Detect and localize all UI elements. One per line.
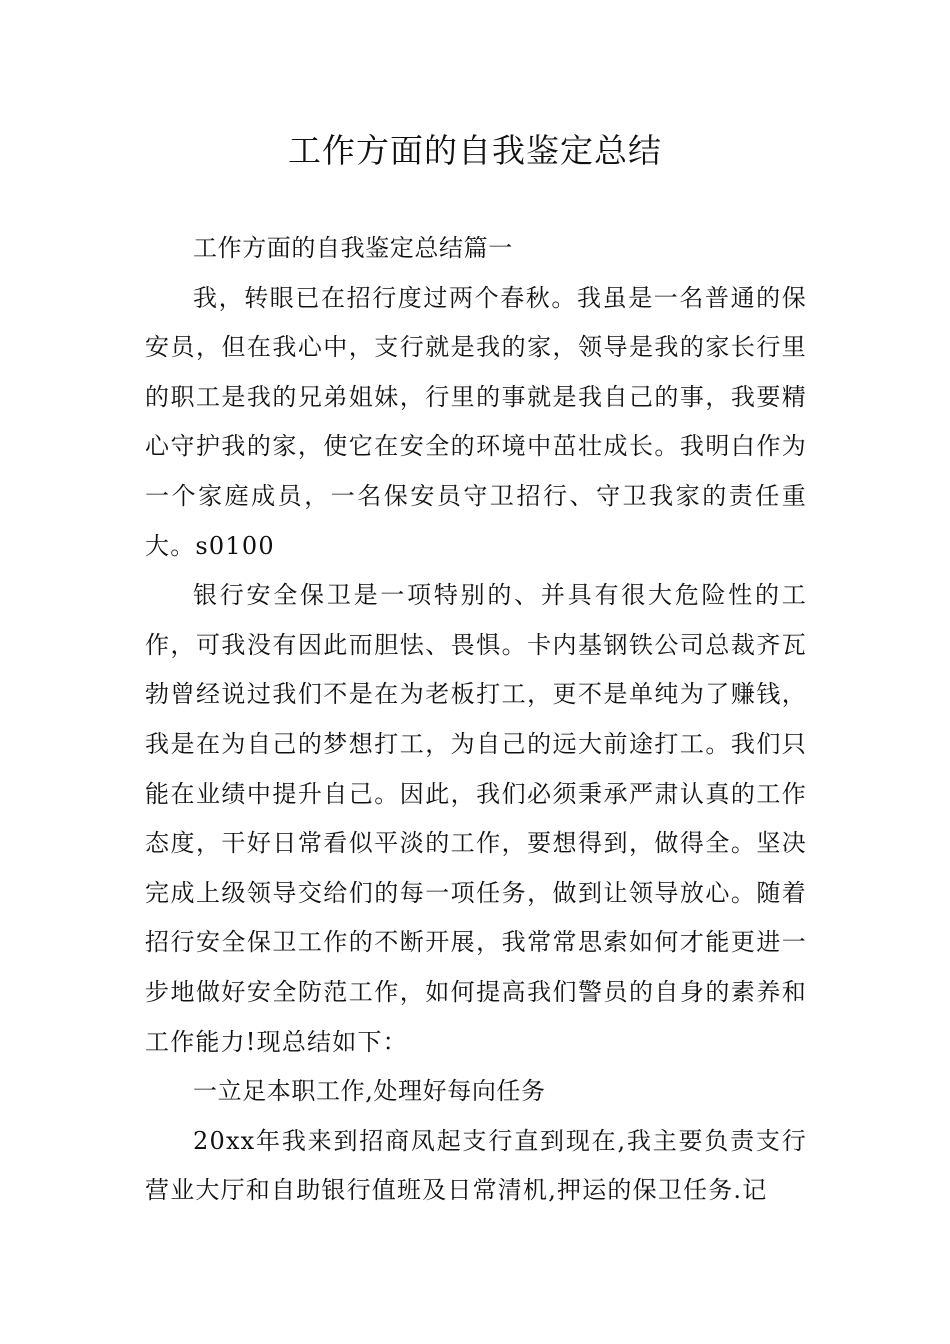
document-body — [145, 224, 807, 1216]
body-paragraph: 20xx年我来到招商凤起支行直到现在,我主要负责支行营业大厅和自助银行值班及日常清机,押运的保卫任务.记 — [145, 1126, 807, 1205]
body-paragraph: 我，转眼已在招行度过两个春秋。我虽是一名普通的保安员，但在我心中，支行就是我的家，领导是我的家长行里的职工是我的兄弟姐妹，行里的事就是我自己的事，我要精心守护我的家，使它在安全的环境中茁壮成长。我明白作为一个家庭成员，一名保安员守卫招行、守卫我家的责任重大。s0100 — [145, 283, 807, 560]
document-title: 工作方面的自我鉴定总结 — [288, 131, 662, 170]
body-paragraph: 银行安全保卫是一项特别的、并具有很大危险性的工作，可我没有因此而胆怯、畏惧。卡内基钢铁公司总裁齐瓦勃曾经说过我们不是在为老板打工，更不是单纯为了赚钱，我是在为自己的梦想打工，为自己的远大前途打工。我们只能在业绩中提升自己。因此，我们必须秉承严肃认真的工作态度，干好日常看似平淡的工作，要想得到，做得全。坚决完成上级领导交给们的每一项任务，做到让领导放心。随着招行安全保卫工作的不断开展，我常常思索如何才能更进一步地做好安全防范工作，如何提高我们警员的自身的素养和工作能力!现总结如下： — [145, 581, 807, 1056]
section-heading: 工作方面的自我鉴定总结篇一 — [193, 234, 513, 262]
subsection-heading: 一立足本职工作,处理好每向任务 — [193, 1077, 546, 1106]
